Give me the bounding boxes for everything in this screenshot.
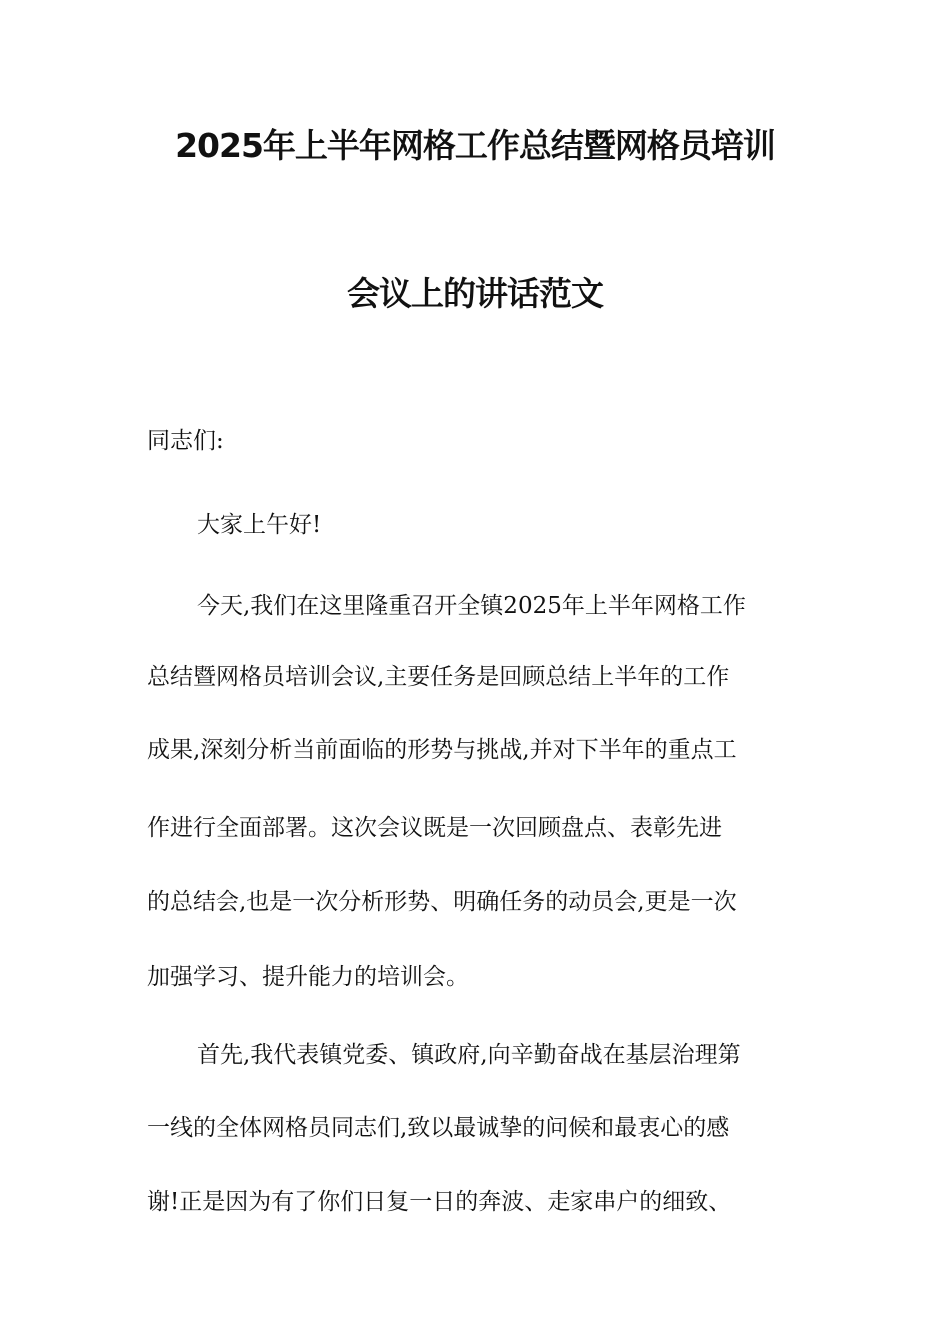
paragraph-2-line-3: 谢!正是因为有了你们日复一日的奔波、走家串户的细致、 <box>147 1189 732 1215</box>
greeting: 大家上午好! <box>197 512 322 538</box>
paragraph-1-line-6: 加强学习、提升能力的培训会。 <box>147 964 469 990</box>
paragraph-1-line-4: 作进行全面部署。这次会议既是一次回顾盘点、表彰先进 <box>147 815 722 841</box>
document-title-line-2: 会议上的讲话范文 <box>347 274 603 313</box>
paragraph-1-line-5: 的总结会,也是一次分析形势、明确任务的动员会,更是一次 <box>147 889 737 915</box>
paragraph-2-line-1: 首先,我代表镇党委、镇政府,向辛勤奋战在基层治理第 <box>197 1042 741 1068</box>
paragraph-1-line-1: 今天,我们在这里隆重召开全镇2025年上半年网格工作 <box>197 593 746 619</box>
document-title-line-1: 2025年上半年网格工作总结暨网格员培训 <box>175 126 775 165</box>
paragraph-1-line-3: 成果,深刻分析当前面临的形势与挑战,并对下半年的重点工 <box>147 737 737 763</box>
paragraph-1-line-2: 总结暨网格员培训会议,主要任务是回顾总结上半年的工作 <box>147 664 730 690</box>
paragraph-2-line-2: 一线的全体网格员同志们,致以最诚挚的问候和最衷心的感 <box>147 1115 730 1141</box>
salutation: 同志们: <box>147 428 224 454</box>
